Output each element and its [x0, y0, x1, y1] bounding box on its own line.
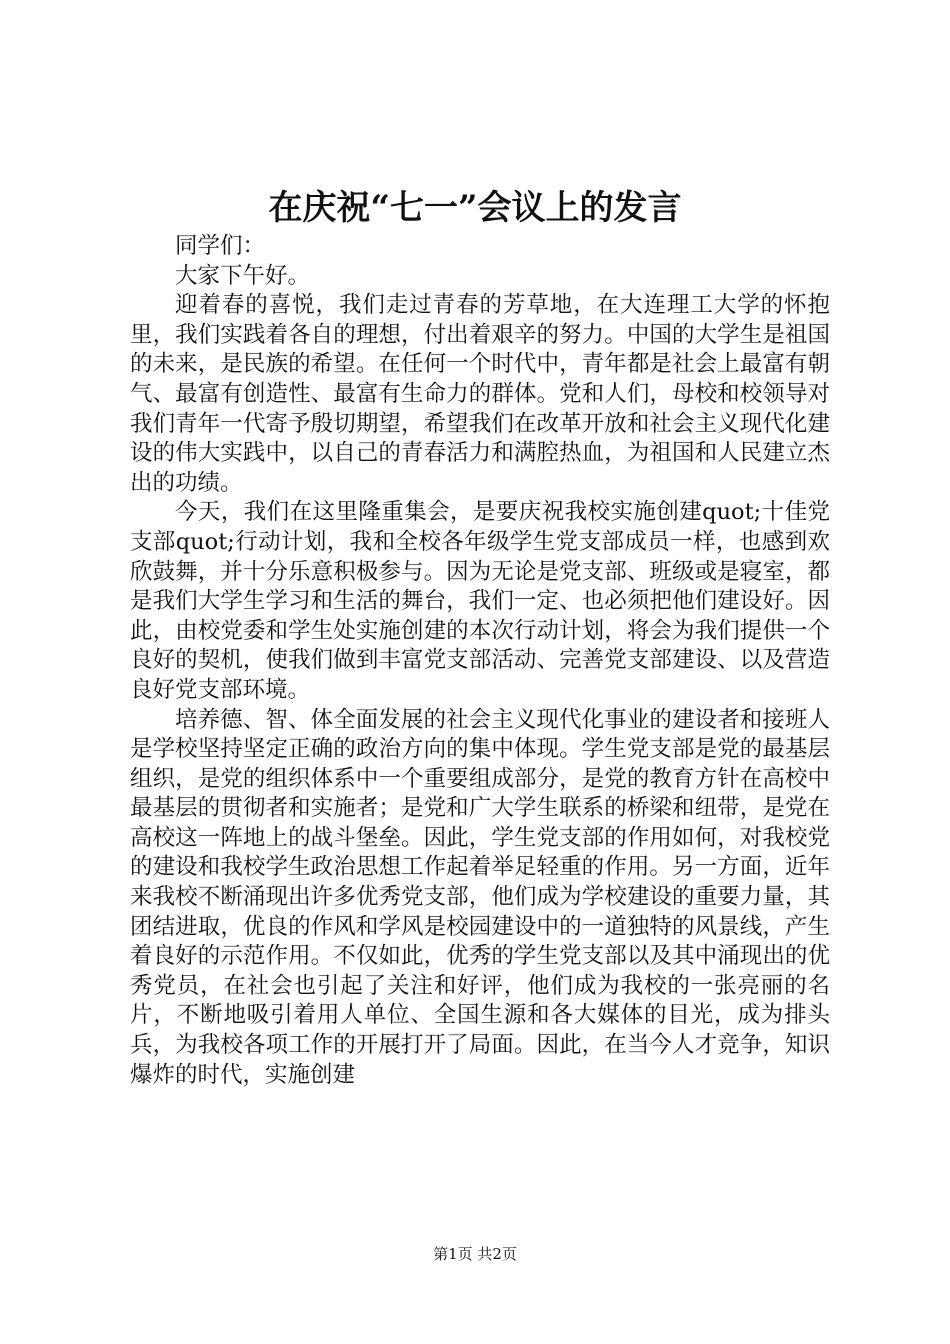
- greeting: 同学们：: [175, 233, 266, 259]
- paragraph: 培养德、智、体全面发展的社会主义现代化事业的建设者和接班人是学校坚持坚定正确的政治方向的集中体现。学生党支部是党的最基层组织，是党的组织体系中一个重要组成部分，是党的教育方针在高校中最基层的贯彻者和实施者；是党和广大学生联系的桥梁和纽带，是党在高校这一阵地上的战斗堡垒。因此，学生党支部的作用如何，对我校党的建设和我校学生政治思想工作起着举足轻重的作用。另一方面，近年来我校不断涌现出许多优秀党支部，他们成为学校建设的重要力量，其团结进取，优良的作风和学风是校园建设中的一道独特的风景线，产生着良好的示范作用。不仅如此，优秀的学生党支部以及其中涌现出的优秀党员，在社会也引起了关注和好评，他们成为我校的一张亮丽的名片，不断地吸引着用人单位、全国生源和各大媒体的目光，成为排头兵，为我校各项工作的开展打开了局面。因此，在当今人才竞争，知识爆炸的时代，实施创建: [130, 706, 830, 1088]
- document-body: [130, 232, 830, 1090]
- salutation: 大家下午好。: [175, 262, 311, 289]
- document-title: 在庆祝“七一”会议上的发言: [268, 188, 682, 228]
- paragraph: 今天，我们在这里隆重集会，是要庆祝我校实施创建quot;十佳党支部quot;行动计划，我和全校各年级学生党支部成员一样，也感到欢欣鼓舞，并十分乐意积极参与。因为无论是党支部、班级或是寝室，都是我们大学生学习和生活的舞台，我们一定、也必须把他们建设好。因此，由校党委和学生处实施创建的本次行动计划，将会为我们提供一个良好的契机，使我们做到丰富党支部活动、完善党支部建设、以及营造良好党支部环境。: [130, 499, 830, 703]
- page-number: 第1页 共2页: [433, 1245, 517, 1263]
- page-footer: [0, 1244, 950, 1264]
- paragraph: 迎着春的喜悦，我们走过青春的芳草地，在大连理工大学的怀抱里，我们实践着各自的理想，付出着艰辛的努力。中国的大学生是祖国的未来，是民族的希望。在任何一个时代中，青年都是社会上最富有朝气、最富有创造性、最富有生命力的群体。党和人们，母校和校领导对我们青年一代寄予殷切期望，希望我们在改革开放和社会主义现代化建设的伟大实践中，以自己的青春活力和满腔热血，为祖国和人民建立杰出的功绩。: [130, 292, 830, 496]
